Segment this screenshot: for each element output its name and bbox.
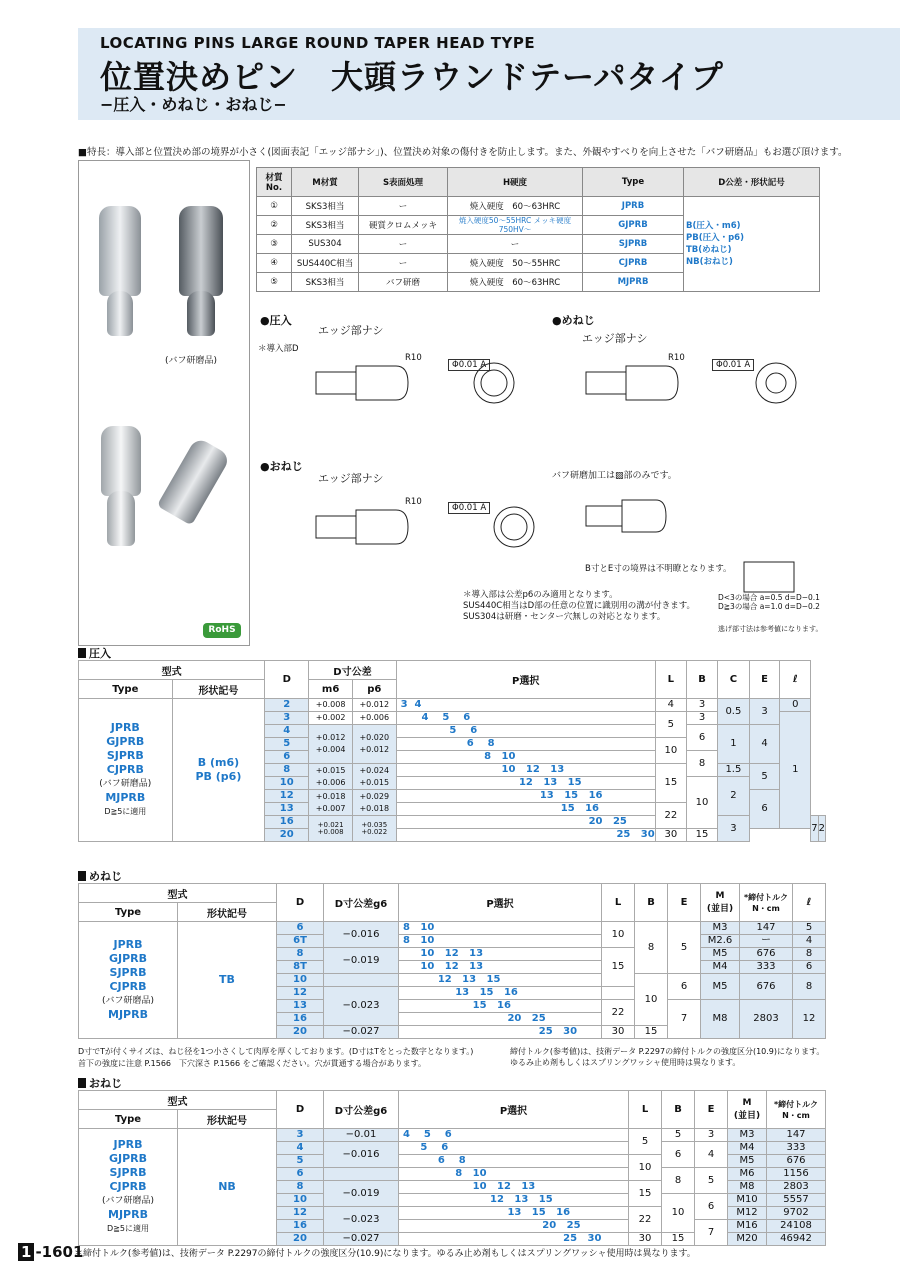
press-spec-table: 型式 D D寸公差 P選択 L B C E ℓ Type 形状記号 m6 p6 JPRB GJPRB SJPRB CJPRB (バフ研磨品) MJPRB D≧5に適用 B (m6) PB (p6) 2 +0.008 +0.012 3 4 4 3 0.5 3 0 3 +0.002 +0.006 4 5 6 5 3 1 4 +0.012 +0.004 +0.020 +0.012 5 6 6 1 4 5 6 8 10 6 8 10 8 8 +0.015 +0.006 +0.024 +0.015 10 12 13 15 1.5 5 10 12 13 15 10 2 12 +0.018 +0.007 +0.029 +0.018 13 15 16 6 13 15 16 22 16 +0.021 +0.008 +0.035 +0.022 20 25 3 7 2 20 25 30 30 15 (78, 660, 826, 842)
pin-image (107, 491, 135, 546)
table-row: 8 +0.015 +0.006 +0.024 +0.015 10 12 13 15 1.5 5 (79, 764, 826, 777)
r10-label: R10 (405, 497, 422, 507)
female-torque-note: 締付トルク(参考値)は、技術データ P.2297の締付トルクの強度区分(10.9)になります。ゆるみ止め剤もしくはスプリングワッシャ使用時は異なります。 (510, 1047, 825, 1067)
pin-image (99, 206, 141, 296)
table-row: 3 +0.002 +0.006 4 5 6 5 3 1 (79, 712, 826, 725)
table-row: ① SKS3相当 ー 焼入硬度 60〜63HRC JPRB B(圧入・m6) PB(圧入・p6) TB(めねじ) NB(おねじ) (257, 197, 820, 216)
table-row: 5 6 8 10 M5 676 (79, 1155, 826, 1168)
table-row: 13 15 16 22 7 M8 2803 12 (79, 1000, 826, 1013)
subtitle: −圧入・めねじ・おねじ− (100, 95, 287, 114)
pin-shank (316, 516, 356, 538)
product-photo-panel (78, 160, 250, 646)
pin-head (622, 500, 666, 532)
photo-caption: (バフ研磨品) (165, 356, 218, 366)
table-row: 8 −0.019 10 12 13 15 M8 2803 (79, 1181, 826, 1194)
table-row: 10 12 13 15 10 6 M5 676 8 (79, 974, 826, 987)
flatness-frame: Φ0.01 A (448, 502, 490, 514)
relief-ref-note: 逃げ部寸法は参考値になります。 (718, 625, 823, 633)
table-row: 12 +0.018 +0.007 +0.029 +0.018 13 15 16 6 (79, 790, 826, 803)
type-list: JPRB GJPRB SJPRB CJPRB (バフ研磨品) MJPRB (79, 922, 178, 1039)
drawing-label-press: ●圧入 (260, 314, 292, 327)
buff-note: バフ研磨加工は▨部のみです。 (552, 471, 677, 481)
section-press: 圧入 (78, 645, 900, 659)
table-row: JPRB GJPRB SJPRB CJPRB (バフ研磨品) MJPRB D≧5に適用 NB 3 −0.01 4 5 6 5 5 3 M3 147 (79, 1129, 826, 1142)
be-note: B寸とE寸の境界は不明瞭となります。 (585, 564, 732, 574)
table-row: JPRB GJPRB SJPRB CJPRB (バフ研磨品) MJPRB TB 6 −0.016 8 10 10 8 5 M3 147 5 (79, 922, 826, 935)
edge-label: エッジ部ナシ (582, 332, 648, 345)
th-hardness: H硬度 (448, 168, 583, 197)
drawing-label-male: ●おねじ (260, 460, 303, 473)
pin-head (356, 366, 408, 400)
flatness-frame: Φ0.01 A (448, 359, 490, 371)
edge-label: エッジ部ナシ (318, 472, 384, 485)
table-row: 12 −0.023 13 15 16 22 M12 9702 (79, 1207, 826, 1220)
pin-shank (586, 506, 622, 526)
table-row: 6 8 10 8 (79, 751, 826, 764)
drawing-note: SUS304は研磨・センター穴無しの対応となります。 (463, 612, 666, 622)
pin-head (356, 510, 408, 544)
material-table (256, 167, 820, 292)
table-row: 16 +0.021 +0.008 +0.035 +0.022 20 25 3 7 2 (79, 816, 826, 829)
end-view (756, 363, 796, 403)
pin-image (179, 206, 223, 296)
table-row: ⑤ SKS3相当 バフ研磨 焼入硬度 60〜63HRC MJPRB (257, 273, 820, 292)
r10-label: R10 (668, 353, 685, 363)
end-view-inner (766, 373, 786, 393)
table-row: 10 12 13 15 10 2 (79, 777, 826, 790)
intro-label: ＊導入部D (258, 344, 299, 354)
table-row: 10 12 13 15 10 6 M10 5557 (79, 1194, 826, 1207)
table-row: ③ SUS304 ー ー SJPRB (257, 235, 820, 254)
table-row: 6 8 10 8 5 M6 1156 (79, 1168, 826, 1181)
section-male: おねじ (78, 1075, 900, 1089)
table-row: 16 20 25 (79, 1013, 826, 1026)
female-note: 首下の強度に注意 P.1566 下穴深さ P.1566 をご確認ください。穴が貫通する場合があります。 (78, 1059, 426, 1068)
table-row: ④ SUS440C相当 ー 焼入硬度 50〜55HRC CJPRB (257, 254, 820, 273)
pin-shank (586, 372, 626, 394)
th-no: 材質No. (257, 168, 292, 197)
table-row: 6T 8 10 M2.6 ー 4 (79, 935, 826, 948)
edge-label: エッジ部ナシ (318, 324, 384, 337)
footnote: ＊締付トルク(参考値)は、技術データ P.2297の締付トルクの強度区分(10.9)になります。ゆるみ止め剤もしくはスプリングワッシャ使用時は異なります。 (74, 1249, 696, 1259)
pin-image (187, 291, 215, 336)
female-note: D寸でTが付くサイズは、ねじ径を1つ小さくして肉厚を厚くしております。(D寸はTをとった数字となります。) (78, 1047, 474, 1056)
end-view (474, 363, 514, 403)
flatness-frame: Φ0.01 A (712, 359, 754, 371)
table-row: 4 +0.012 +0.004 +0.020 +0.012 5 6 6 1 4 (79, 725, 826, 738)
male-spec-table: 型式 D D寸公差g6 P選択 L B E M (並目) *締付トルク N・cm Type 形状記号 JPRB GJPRB SJPRB CJPRB (バフ研磨品) MJPRB D≧5に適用 NB 3 −0.01 4 5 6 5 5 3 M3 147 4 −0.016 5 6 6 4 M4 333 5 6 8 10 M5 676 6 8 10 8 5 M6 1156 8 −0.019 10 12 13 15 M8 2803 10 12 13 15 10 6 M10 5557 12 −0.023 13 15 16 22 M12 9702 16 20 25 7 M16 24108 20 −0.027 25 30 30 15 M20 46942 (78, 1090, 826, 1246)
page-title: 位置決めピン 大頭ラウンドテーパタイプ (100, 58, 724, 96)
drawing-label-female: ●めねじ (552, 314, 595, 327)
section-female: めねじ (78, 868, 900, 882)
pin-shank (316, 372, 356, 394)
th-surface: S表面処理 (359, 168, 448, 197)
th-type: Type (583, 168, 684, 197)
table-row: 12 −0.023 13 15 16 (79, 987, 826, 1000)
table-row: 5 6 8 10 (79, 738, 826, 751)
table-row: 8T 10 12 13 M4 333 6 (79, 961, 826, 974)
rohs-badge: RoHS (203, 623, 241, 638)
pin-image (157, 436, 232, 525)
th-shape: D公差・形状記号 (684, 168, 820, 197)
pin-image (107, 291, 133, 336)
relief-dim-note: D<3の場合 a=0.5 d=D−0.1 D≧3の場合 a=1.0 d=D−0.2 (718, 593, 828, 611)
table-row: 16 20 25 7 M16 24108 (79, 1220, 826, 1233)
type-list: JPRB GJPRB SJPRB CJPRB (バフ研磨品) MJPRB D≧5に適用 (79, 699, 173, 842)
end-view-inner (481, 370, 507, 396)
table-row: 13 15 16 22 (79, 803, 826, 816)
technical-drawings (256, 330, 826, 620)
drawing-note: ＊導入部は公差p6のみ適用となります。 (463, 590, 618, 600)
page-number: 1 -1601 (18, 1243, 83, 1261)
table-row: 4 −0.016 5 6 6 4 M4 333 (79, 1142, 826, 1155)
pin-head (626, 366, 678, 400)
table-row: ② SKS3相当 硬質クロムメッキ 焼入硬度50〜55HRC メッキ硬度750HV〜 GJPRB (257, 216, 820, 235)
table-row: 8 −0.019 10 12 13 15 M5 676 8 (79, 948, 826, 961)
end-view (494, 507, 534, 547)
table-row: 20 25 30 30 15 (79, 829, 826, 842)
th-material: M材質 (292, 168, 359, 197)
title-english: LOCATING PINS LARGE ROUND TAPER HEAD TYPE (100, 34, 536, 52)
female-spec-table: 型式 D D寸公差g6 P選択 L B E M (並目) *締付トルク N・cm ℓ Type 形状記号 JPRB GJPRB SJPRB CJPRB (バフ研磨品) MJPRB TB 6 −0.016 8 10 10 8 5 M3 147 5 6T 8 10 M2.6 ー 4 8 −0.019 10 12 13 15 M5 676 8 8T 10 12 13 M4 333 6 10 12 13 15 10 6 M5 676 8 12 −0.023 13 15 16 13 15 16 22 7 M8 2803 12 16 20 25 20 −0.027 25 30 30 15 (78, 883, 826, 1039)
table-row: 20 −0.027 25 30 30 15 M20 46942 (79, 1233, 826, 1246)
drawing-note: SUS440C相当はD部の任意の位置に識別用の溝が付きます。 (463, 601, 696, 611)
pin-image (101, 426, 141, 496)
table-row: 20 −0.027 25 30 30 15 (79, 1026, 826, 1039)
relief-detail (744, 562, 794, 592)
table-row: JPRB GJPRB SJPRB CJPRB (バフ研磨品) MJPRB D≧5に適用 B (m6) PB (p6) 2 +0.008 +0.012 3 4 4 3 0.5 3 0 (79, 699, 826, 712)
r10-label: R10 (405, 353, 422, 363)
shape-list: B (m6) PB (p6) (172, 699, 265, 842)
end-view-inner (501, 514, 527, 540)
type-list: JPRB GJPRB SJPRB CJPRB (バフ研磨品) MJPRB D≧5に適用 (79, 1129, 178, 1246)
shape-codes: B(圧入・m6) PB(圧入・p6) TB(めねじ) NB(おねじ) (684, 197, 820, 292)
features-text: ■特長：導入部と位置決め部の境界が小さく(図面表記「エッジ部ナシ」)、位置決め対象の傷付きを防止します。また、外観やすべりを向上させた「バフ研磨品」もお選び頂けます。 (78, 147, 848, 158)
